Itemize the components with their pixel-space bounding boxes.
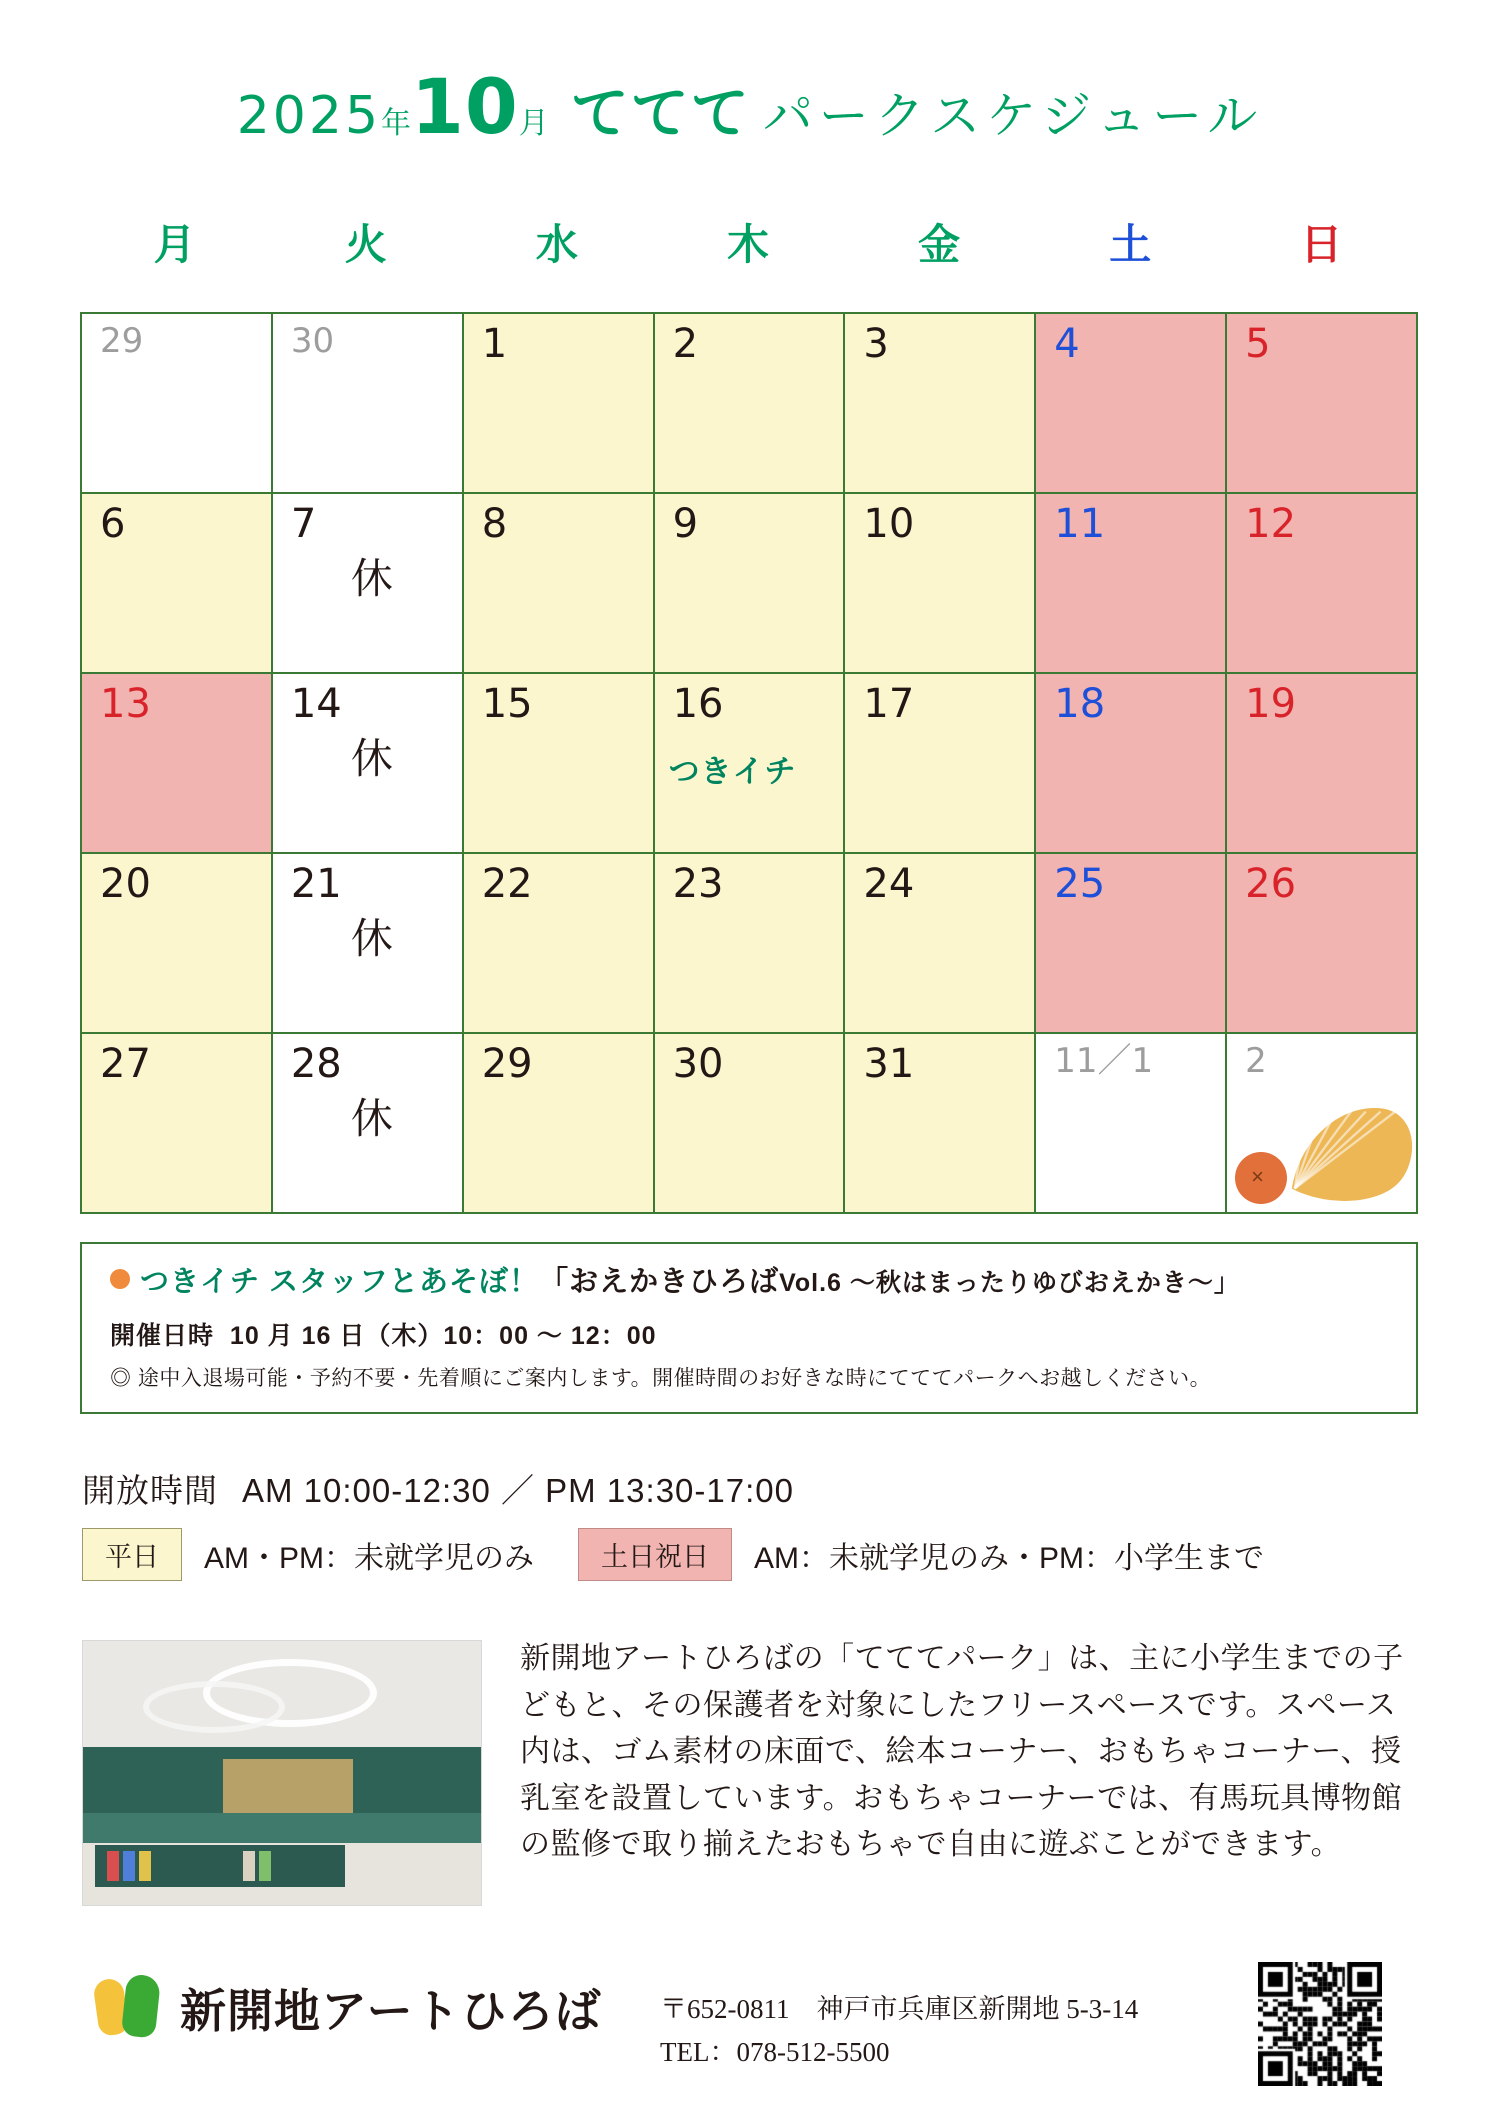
- closed-day-mark: 休: [350, 735, 393, 782]
- calendar-day-cell: [845, 854, 1036, 1034]
- calendar-day-number: 11: [1054, 501, 1106, 547]
- legend-holiday-chip: 土日祝日: [578, 1528, 732, 1581]
- footer-telephone: TEL：078-512-5500: [660, 2037, 890, 2068]
- calendar-day-number: 21: [290, 861, 342, 907]
- facility-photo: [82, 1640, 482, 1906]
- closed-day-mark: 休: [350, 1095, 393, 1142]
- footer-logo: [96, 1975, 602, 2041]
- calendar-day-cell: [273, 854, 464, 1034]
- calendar-day-number: 6: [100, 501, 126, 547]
- calendar-day-number: 27: [100, 1041, 151, 1087]
- calendar-day-number: 5: [1245, 321, 1271, 367]
- calendar-day-number: 20: [100, 861, 151, 907]
- weekday-wed: 水: [535, 221, 580, 268]
- photo-book: [259, 1851, 271, 1881]
- closed-day-mark: 休: [350, 915, 393, 962]
- legend: [82, 1528, 1422, 1581]
- calendar-day-number: 12: [1245, 501, 1297, 547]
- weekday-header: [80, 212, 1418, 272]
- title-month: 10: [411, 62, 519, 151]
- calendar-day-number: 1: [481, 321, 508, 367]
- calendar-day-cell: [1036, 1034, 1227, 1214]
- event-heading-vol: Vol.6 ～秋はまったりゆびおえかき～」: [779, 1269, 1240, 1297]
- calendar-day-number: 15: [481, 681, 533, 727]
- calendar-day-number: 4: [1054, 321, 1080, 367]
- calendar-day-number: 29: [100, 321, 144, 361]
- calendar-day-number: 14: [290, 681, 342, 727]
- weekday-sun: 日: [1300, 221, 1345, 268]
- calendar-day-number: 11／1: [1054, 1041, 1154, 1081]
- calendar-day-cell: [1227, 674, 1418, 854]
- ginkgo-leaf-icon: [1274, 1096, 1422, 1216]
- page-title: [0, 62, 1500, 151]
- weekday-mon: 月: [153, 221, 198, 268]
- footer-address: [660, 1988, 1138, 2074]
- calendar-day-number: 17: [863, 681, 915, 727]
- event-datetime-label: 開催日時: [110, 1321, 215, 1350]
- calendar-day-cell: [464, 1034, 655, 1214]
- calendar-day-cell: [82, 314, 273, 494]
- title-year: 2025: [236, 86, 382, 146]
- opening-hours-label: 開放時間: [82, 1472, 218, 1509]
- footer-postal-address: 〒652-0811 神戸市兵庫区新開地 5-3-14: [660, 1994, 1139, 2024]
- calendar-day-number: 7: [290, 501, 317, 547]
- calendar-day-number: 31: [863, 1041, 915, 1087]
- calendar-day-cell: [82, 674, 273, 854]
- photo-book: [139, 1851, 151, 1881]
- event-heading-black: 「おえかきひろば: [539, 1266, 780, 1298]
- calendar-day-cell: [464, 314, 655, 494]
- calendar-day-cell: [845, 674, 1036, 854]
- calendar-day-number: 16: [672, 681, 724, 727]
- qr-code[interactable]: [1258, 1962, 1382, 2086]
- calendar-day-number: 30: [672, 1041, 724, 1087]
- calendar-day-cell: [1036, 674, 1227, 854]
- calendar-day-cell: [1036, 854, 1227, 1034]
- calendar-day-cell: [464, 494, 655, 674]
- calendar-day-cell: [1036, 314, 1227, 494]
- calendar-day-number: 2: [1245, 1041, 1267, 1081]
- photo-ceiling-light-ring-2: [143, 1681, 285, 1733]
- legend-holiday-text: AM：未就学児のみ・PM：小学生まで: [754, 1541, 1264, 1575]
- calendar-day-number: 28: [290, 1041, 342, 1087]
- calendar-day-cell: [1227, 1034, 1418, 1214]
- photo-book: [107, 1851, 119, 1881]
- calendar-day-cell: [82, 1034, 273, 1214]
- shinkaichi-logo-icon: [96, 1975, 162, 2041]
- calendar-day-cell: [655, 674, 846, 854]
- calendar-day-cell: [1227, 314, 1418, 494]
- calendar-day-number: 10: [863, 501, 915, 547]
- calendar-event-label: つきイチ: [668, 754, 797, 789]
- calendar-day-number: 2: [672, 321, 699, 367]
- legend-weekday-chip: 平日: [82, 1528, 182, 1581]
- calendar-day-number: 24: [863, 861, 915, 907]
- photo-book: [243, 1851, 255, 1881]
- event-heading: [110, 1264, 1388, 1302]
- calendar-day-cell: [464, 674, 655, 854]
- calendar-day-cell: [273, 1034, 464, 1214]
- event-heading-green: つきイチ スタッフとあそぼ！: [140, 1266, 540, 1298]
- calendar-day-cell: [1036, 494, 1227, 674]
- photo-book: [123, 1851, 135, 1881]
- closed-day-mark: 休: [350, 555, 393, 602]
- title-schedule-word: パークスケジュール: [762, 87, 1264, 145]
- facility-description: 新開地アートひろばの「てててパーク」は、主に小学生までの子どもと、その保護者を対象にしたフリースペースです。スペース内は、ゴム素材の床面で、絵本コーナー、おもちゃコーナー、授乳室を設置しています。おもちゃコーナーでは、有馬玩具博物館の監修で取り揃えたおもちゃで自由に遊ぶことができます。: [520, 1642, 1404, 1861]
- calendar-day-cell: [845, 314, 1036, 494]
- calendar-day-cell: [655, 314, 846, 494]
- event-box: [80, 1242, 1418, 1414]
- calendar-day-cell: [655, 854, 846, 1034]
- calendar-day-number: 30: [290, 321, 335, 361]
- weekday-fri: 金: [918, 221, 963, 268]
- calendar-day-cell: [845, 494, 1036, 674]
- title-month-suffix: 月: [518, 106, 549, 141]
- event-datetime: [110, 1316, 1388, 1352]
- calendar-day-cell: [273, 314, 464, 494]
- title-year-suffix: 年: [381, 106, 412, 141]
- calendar-day-number: 29: [481, 1041, 533, 1087]
- event-note: ◎ 途中入退場可能・予約不要・先着順にご案内します。開催時間のお好きな時にてててパークへお越しください。: [110, 1366, 1212, 1390]
- calendar-day-number: 25: [1054, 861, 1106, 907]
- calendar-day-number: 9: [672, 501, 699, 547]
- calendar-day-number: 26: [1245, 861, 1297, 907]
- calendar-day-cell: [1227, 494, 1418, 674]
- calendar-day-cell: [273, 494, 464, 674]
- weekday-sat: 土: [1109, 221, 1154, 268]
- opening-hours: [82, 1465, 794, 1512]
- bullet-dot-icon: [110, 1269, 130, 1289]
- calendar-day-cell: [1227, 854, 1418, 1034]
- calendar-day-number: 19: [1245, 681, 1297, 727]
- organization-name: 新開地アートひろば: [180, 1985, 602, 2037]
- calendar-day-number: 22: [481, 861, 533, 907]
- calendar-grid: [80, 312, 1418, 1214]
- calendar-day-number: 18: [1054, 681, 1106, 727]
- calendar-day-number: 8: [481, 501, 508, 547]
- calendar-day-number: 13: [100, 681, 151, 727]
- calendar-day-cell: [655, 1034, 846, 1214]
- calendar-day-cell: [273, 674, 464, 854]
- event-datetime-value: 10 月 16 日（木）10：00 ～ 12：00: [229, 1321, 657, 1350]
- calendar-day-number: 23: [672, 861, 724, 907]
- weekday-thu: 木: [726, 221, 771, 268]
- title-park-name: ててて: [570, 79, 751, 147]
- calendar-day-cell: [845, 1034, 1036, 1214]
- calendar-day-cell: [464, 854, 655, 1034]
- acorn-icon: [1235, 1152, 1287, 1204]
- calendar-day-cell: [82, 494, 273, 674]
- calendar-day-cell: [655, 494, 846, 674]
- calendar-day-cell: [82, 854, 273, 1034]
- opening-hours-value: AM 10:00-12:30 ／ PM 13:30-17:00: [242, 1472, 794, 1509]
- legend-weekday-text: AM・PM：未就学児のみ: [204, 1541, 534, 1575]
- calendar-day-number: 3: [863, 321, 889, 367]
- weekday-tue: 火: [344, 221, 389, 268]
